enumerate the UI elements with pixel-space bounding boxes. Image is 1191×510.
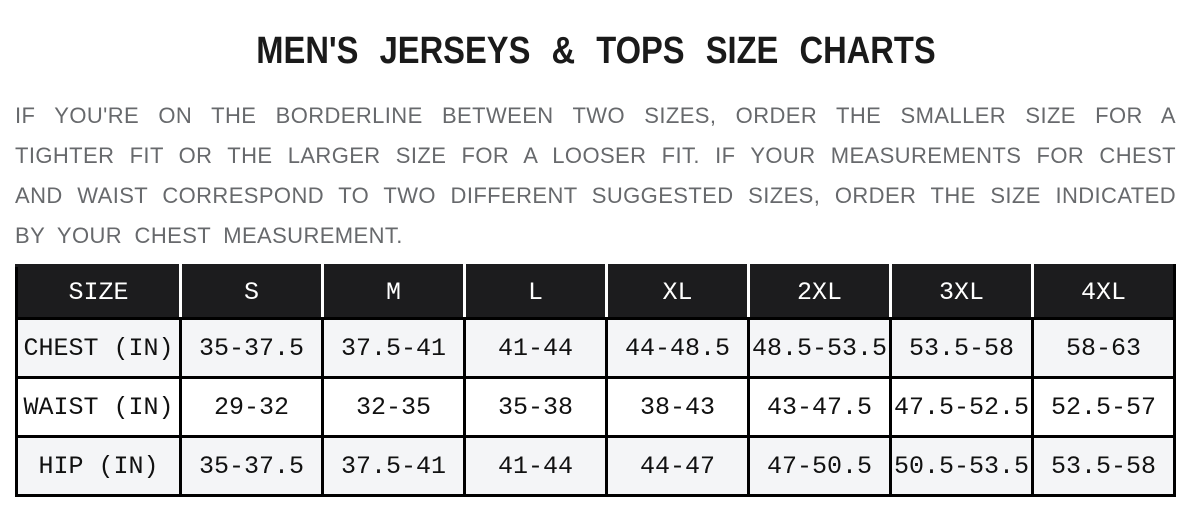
size-table-container	[15, 264, 1176, 497]
column-header-4xl: 4XL	[1033, 266, 1175, 319]
intro-line: AND WAIST CORRESPOND TO TWO DIFFERENT SUGGESTED SIZES, ORDER THE SIZE INDICATED	[15, 183, 1176, 208]
hip-value-xl: 44-47	[607, 437, 749, 496]
hip-value-s: 35-37.5	[181, 437, 323, 496]
table-row-chest	[17, 319, 1175, 378]
title-container	[0, 30, 1191, 82]
waist-value-4xl: 52.5-57	[1033, 378, 1175, 437]
waist-value-s: 29-32	[181, 378, 323, 437]
intro-line: BY YOUR CHEST MEASUREMENT.	[15, 223, 403, 248]
waist-value-2xl: 43-47.5	[749, 378, 891, 437]
column-header-2xl: 2XL	[749, 266, 891, 319]
table-row-hip	[17, 437, 1175, 496]
row-label-waist: WAIST (IN)	[17, 378, 181, 437]
chest-value-xl: 44-48.5	[607, 319, 749, 378]
row-label-chest: CHEST (IN)	[17, 319, 181, 378]
hip-value-l: 41-44	[465, 437, 607, 496]
hip-value-2xl: 47-50.5	[749, 437, 891, 496]
chest-value-s: 35-37.5	[181, 319, 323, 378]
page-title: MEN'S JERSEYS & TOPS SIZE CHARTS	[255, 30, 936, 72]
table-header-row	[17, 266, 1175, 319]
column-header-size: SIZE	[17, 266, 181, 319]
waist-value-l: 35-38	[465, 378, 607, 437]
intro-paragraph	[15, 96, 1176, 256]
waist-value-xl: 38-43	[607, 378, 749, 437]
chest-value-l: 41-44	[465, 319, 607, 378]
intro-line: IF YOU'RE ON THE BORDERLINE BETWEEN TWO SIZES, ORDER THE SMALLER SIZE FOR A	[15, 103, 1176, 128]
column-header-xl: XL	[607, 266, 749, 319]
row-label-hip: HIP (IN)	[17, 437, 181, 496]
intro-line: TIGHTER FIT OR THE LARGER SIZE FOR A LOOSER FIT. IF YOUR MEASUREMENTS FOR CHEST	[15, 143, 1176, 168]
table-row-waist	[17, 378, 1175, 437]
size-table	[15, 264, 1176, 497]
hip-value-3xl: 50.5-53.5	[891, 437, 1033, 496]
waist-value-m: 32-35	[323, 378, 465, 437]
column-header-m: M	[323, 266, 465, 319]
chest-value-m: 37.5-41	[323, 319, 465, 378]
chest-value-2xl: 48.5-53.5	[749, 319, 891, 378]
waist-value-3xl: 47.5-52.5	[891, 378, 1033, 437]
column-header-s: S	[181, 266, 323, 319]
column-header-l: L	[465, 266, 607, 319]
hip-value-m: 37.5-41	[323, 437, 465, 496]
chest-value-3xl: 53.5-58	[891, 319, 1033, 378]
chest-value-4xl: 58-63	[1033, 319, 1175, 378]
hip-value-4xl: 53.5-58	[1033, 437, 1175, 496]
column-header-3xl: 3XL	[891, 266, 1033, 319]
